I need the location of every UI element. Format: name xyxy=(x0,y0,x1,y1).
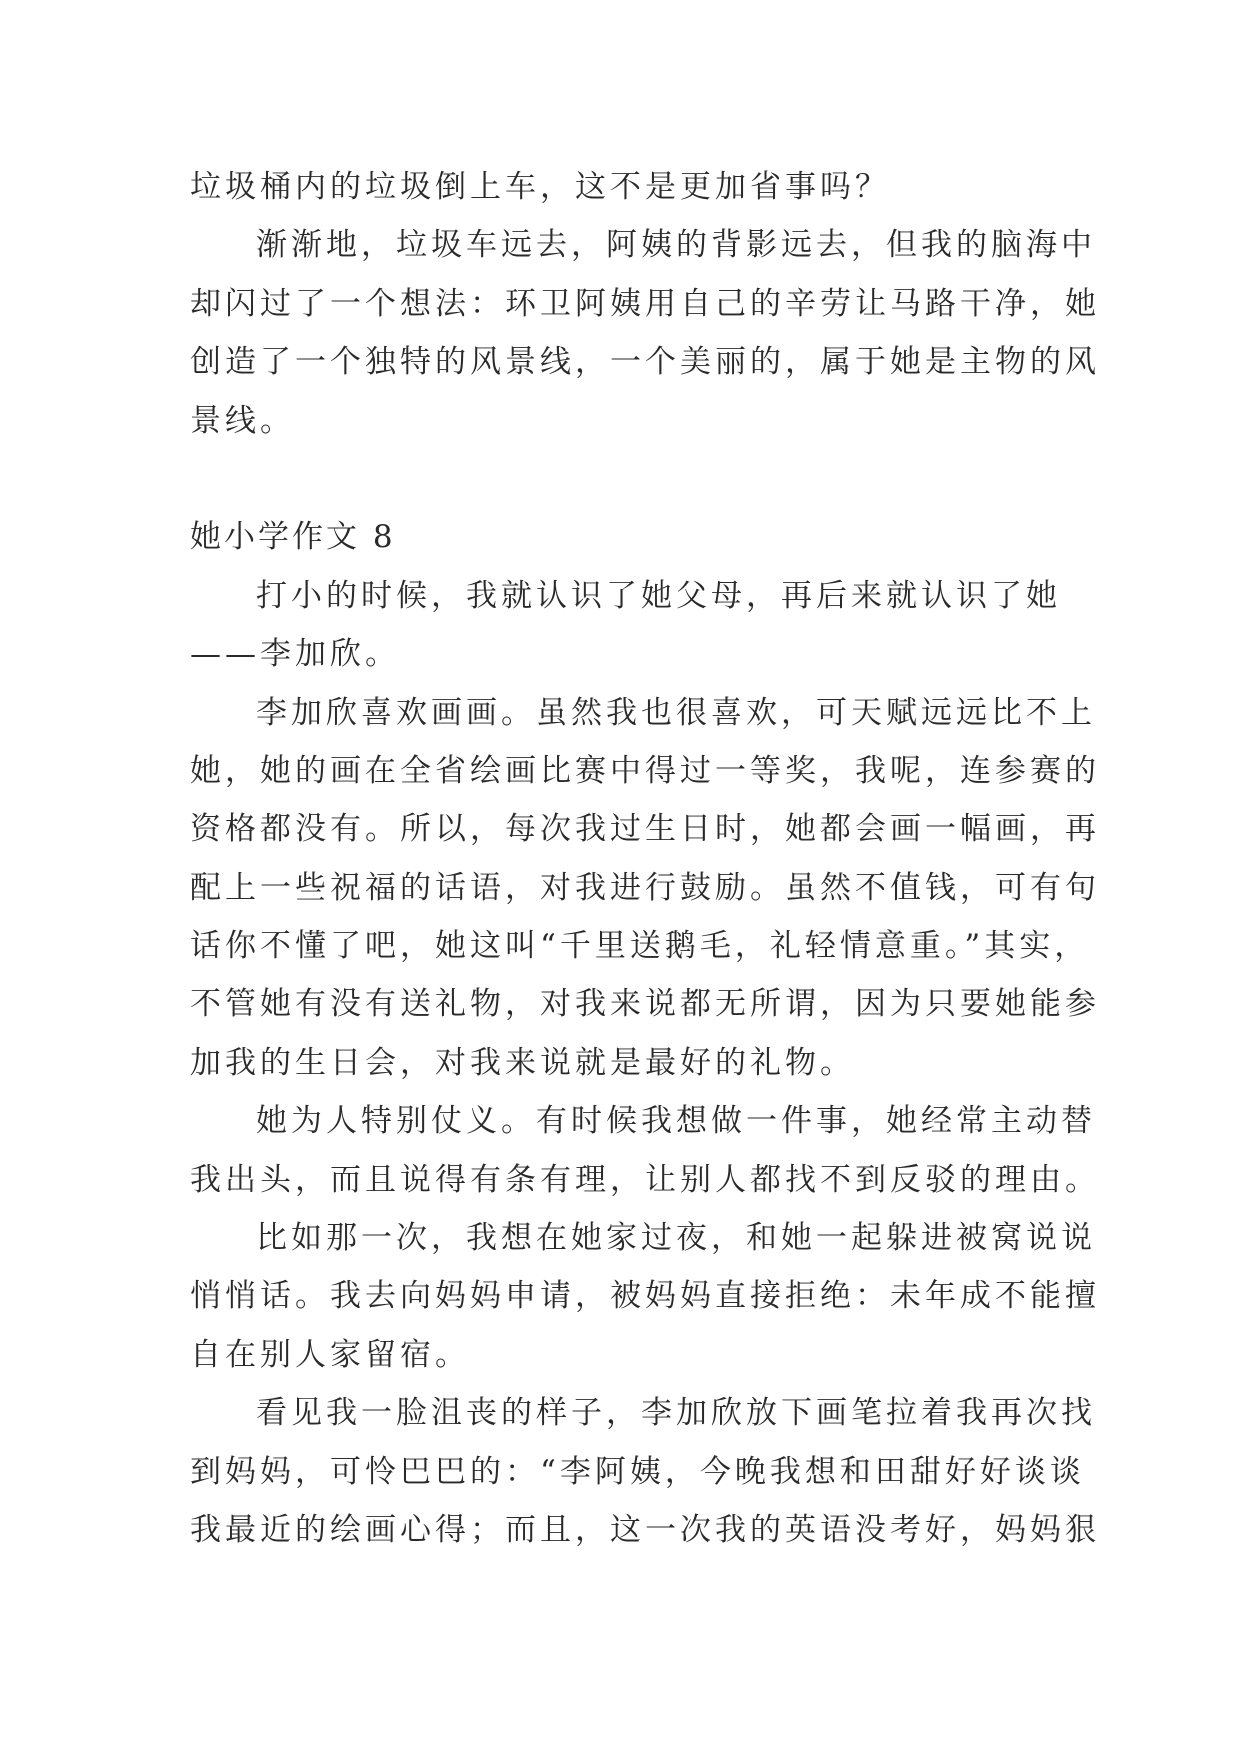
paragraph-2 xyxy=(190,216,1100,450)
paragraph-line: 资格都没有。所以，每次我过生日时，她都会画一幅画，再 xyxy=(190,811,1100,848)
paragraph-line: 自在别人家留宿。 xyxy=(190,1336,470,1373)
paragraph-line: 看见我一脸沮丧的样子，李加欣放下画笔拉着我再次找 xyxy=(256,1395,1096,1432)
paragraph-line: 我出头，而且说得有条有理，让别人都找不到反驳的理由。 xyxy=(190,1161,1100,1198)
paragraph-line: 我最近的绘画心得；而且，这一次我的英语没考好，妈妈狠 xyxy=(190,1511,1100,1548)
paragraph-line: 李加欣喜欢画画。虽然我也很喜欢，可天赋远远比不上 xyxy=(256,694,1096,731)
paragraph-line: ——李加欣。 xyxy=(190,636,400,673)
paragraph-7 xyxy=(190,1384,1100,1559)
paragraph-line: 话你不懂了吧，她这叫“千里送鹅毛，礼轻情意重。”其实， xyxy=(190,928,1090,965)
paragraph-line: 景线。 xyxy=(190,402,295,439)
paragraph-line: 不管她有没有送礼物，对我来说都无所谓，因为只要她能参 xyxy=(190,986,1100,1023)
paragraph-line: 加我的生日会，对我来说就是最好的礼物。 xyxy=(190,1044,855,1081)
paragraph-line: 她，她的画在全省绘画比赛中得过一等奖，我呢，连参赛的 xyxy=(190,752,1100,789)
paragraph-1 xyxy=(190,158,1052,216)
paragraph-6 xyxy=(190,1209,1100,1384)
paragraph-line: 打小的时候，我就认识了她父母，再后来就认识了她 xyxy=(256,577,1061,614)
paragraph-line: 悄悄话。我去向妈妈申请，被妈妈直接拒绝：未年成不能擅 xyxy=(190,1278,1100,1315)
paragraph-line: 到妈妈，可怜巴巴的：“李阿姨，今晚我想和田甜好好谈谈 xyxy=(190,1453,1085,1490)
paragraph-5 xyxy=(190,1092,1100,1209)
paragraph-line: 比如那一次，我想在她家过夜，和她一起躲进被窝说说 xyxy=(256,1220,1096,1257)
paragraph-4 xyxy=(190,684,1100,1093)
essay-title: 她小学作文 8 xyxy=(190,519,396,556)
paragraph-line: 垃圾桶内的垃圾倒上车，这不是更加省事吗？ xyxy=(190,169,890,205)
paragraph-3 xyxy=(190,567,1061,684)
paragraph-line: 却闪过了一个想法：环卫阿姨用自己的辛劳让马路干净，她 xyxy=(190,285,1100,322)
paragraph-line: 创造了一个独特的风景线，一个美丽的，属于她是主物的风 xyxy=(190,344,1100,381)
paragraph-line: 配上一些祝福的话语，对我进行鼓励。虽然不值钱，可有句 xyxy=(190,869,1100,906)
document-body xyxy=(190,158,1100,1559)
paragraph-line: 渐渐地，垃圾车远去，阿姨的背影远去，但我的脑海中 xyxy=(256,227,1096,264)
section-gap xyxy=(190,450,1052,508)
paragraph-line: 她为人特别仗义。有时候我想做一件事，她经常主动替 xyxy=(256,1103,1096,1140)
